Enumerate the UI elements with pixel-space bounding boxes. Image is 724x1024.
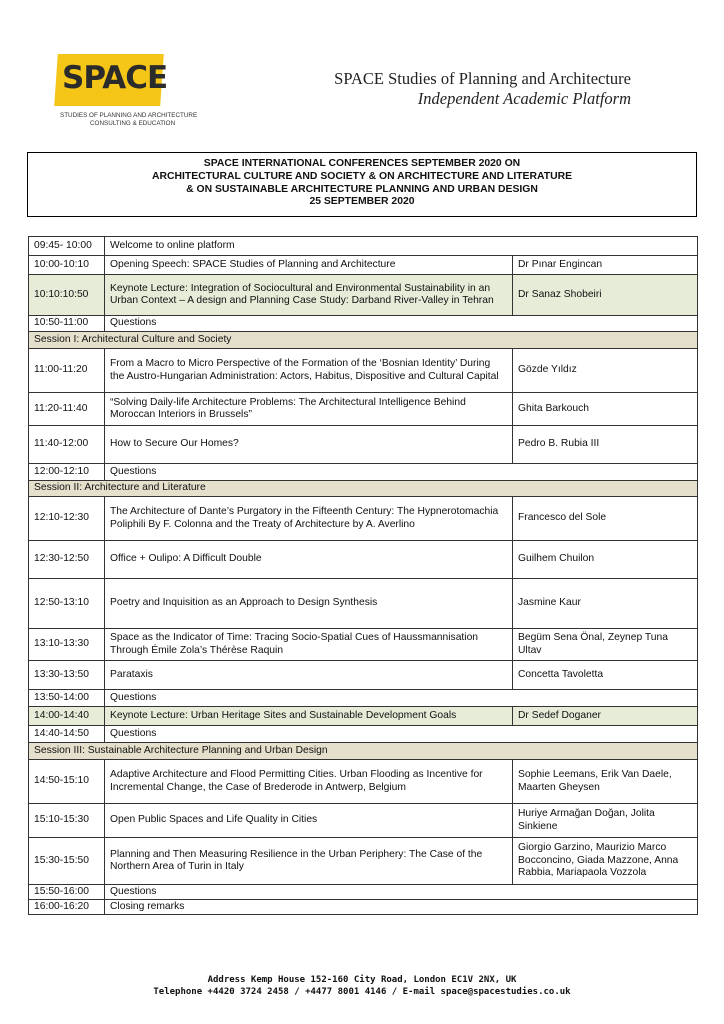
row-speaker: Giorgio Garzino, Maurizio Marco Bocconcino, Giada Mazzone, Anna Rabbia, Mariapaola Vozzola: [512, 838, 697, 885]
row-time: 11:40-12:00: [29, 426, 105, 464]
row-time: 11:20-11:40: [29, 393, 105, 426]
row-time: 14:50-15:10: [29, 760, 105, 804]
row-time: 15:30-15:50: [29, 838, 105, 885]
row-speaker: Huriye Armağan Doğan, Jolita Sinkiene: [512, 804, 697, 838]
row-time: 16:00-16:20: [29, 900, 105, 915]
session-header-row: [29, 481, 698, 497]
footer-address: Address Kemp House 152-160 City Road, London EC1V 2NX, UK: [207, 975, 517, 985]
program-row: [29, 726, 698, 743]
conference-title-line1: SPACE INTERNATIONAL CONFERENCES SEPTEMBER 2020 ON: [203, 158, 521, 169]
row-speaker: Jasmine Kaur: [512, 579, 697, 629]
program-row: [29, 393, 698, 426]
logo-tagline-line1: STUDIES OF PLANNING AND ARCHITECTURE: [60, 112, 198, 119]
row-title: Questions: [105, 726, 698, 743]
program-row: [29, 426, 698, 464]
program-row: [29, 349, 698, 393]
row-title: From a Macro to Micro Perspective of the Formation of the ‘Bosnian Identity’ During the Austro-Hungarian Administration: Actors, Habitus, Dispositive and Cultural Capital: [105, 349, 513, 393]
row-time: 12:50-13:10: [29, 579, 105, 629]
space-logo: [56, 54, 196, 134]
row-time: 09:45- 10:00: [29, 237, 105, 256]
row-time: 14:00-14:40: [29, 707, 105, 726]
row-title: Adaptive Architecture and Flood Permitting Cities. Urban Flooding as Incentive for Incremental Change, the Case of Brederode in Antwerp, Belgium: [105, 760, 513, 804]
session-title: Session II: Architecture and Literature: [29, 481, 698, 497]
logo-tagline: [60, 112, 210, 128]
program-row: [29, 804, 698, 838]
session-title: Session III: Sustainable Architecture Planning and Urban Design: [29, 743, 698, 760]
row-time: 12:30-12:50: [29, 541, 105, 579]
program-table: [28, 236, 698, 915]
row-speaker: Dr Pınar Engincan: [512, 256, 697, 275]
row-title: Opening Speech: SPACE Studies of Planning and Architecture: [105, 256, 513, 275]
program-row-keynote: [29, 707, 698, 726]
brand-tagline: Independent Academic Platform: [417, 89, 631, 108]
program-row: [29, 690, 698, 707]
row-title: Space as the Indicator of Time: Tracing Socio-Spatial Cues of Haussmannisation Through Émile Zola’s Thérèse Raquin: [105, 629, 513, 661]
row-title: Closing remarks: [105, 900, 698, 915]
conference-date: 25 SEPTEMBER 2020: [309, 196, 415, 208]
program-row: [29, 760, 698, 804]
program-row: [29, 885, 698, 900]
row-title: Open Public Spaces and Life Quality in Cities: [105, 804, 513, 838]
conference-title-line3: & ON SUSTAINABLE ARCHITECTURE PLANNING AND URBAN DESIGN: [186, 183, 538, 195]
row-title: Office + Oulipo: A Difficult Double: [105, 541, 513, 579]
brand-header: [334, 69, 631, 109]
row-time: 13:10-13:30: [29, 629, 105, 661]
row-speaker: Begüm Sena Önal, Zeynep Tuna Ultav: [512, 629, 697, 661]
program-row: [29, 497, 698, 541]
logo-word: SPACE: [62, 60, 168, 96]
session-header-row: [29, 332, 698, 349]
row-speaker: Francesco del Sole: [512, 497, 697, 541]
row-time: 10:10:10:50: [29, 275, 105, 316]
row-speaker: Guilhem Chuilon: [512, 541, 697, 579]
program-row: [29, 541, 698, 579]
page-footer: [0, 974, 724, 998]
brand-name: SPACE Studies of Planning and Architecture: [334, 69, 631, 88]
row-speaker: Ghita Barkouch: [512, 393, 697, 426]
program-row: [29, 579, 698, 629]
row-time: 13:30-13:50: [29, 661, 105, 690]
row-title: Questions: [105, 690, 698, 707]
row-title: The Architecture of Dante’s Purgatory in the Fifteenth Century: The Hypnerotomachia Poliphili By F. Colonna and the Treaty of Architecture by A. Averlino: [105, 497, 513, 541]
row-title: Parataxis: [105, 661, 513, 690]
session-title: Session I: Architectural Culture and Society: [29, 332, 698, 349]
program-row: [29, 629, 698, 661]
conference-title-box: [27, 152, 697, 217]
row-title: Keynote Lecture: Urban Heritage Sites and Sustainable Development Goals: [105, 707, 513, 726]
program-table-body: [29, 237, 698, 915]
row-title: “Solving Daily-life Architecture Problems: The Architectural Intelligence Behind Moroccan Interiors in Brussels”: [105, 393, 513, 426]
program-row: [29, 900, 698, 915]
footer-contact: Telephone +4420 3724 2458 / +4477 8001 4146 / E-mail space@spacestudies.co.uk: [153, 987, 571, 997]
row-title: Planning and Then Measuring Resilience in the Urban Periphery: The Case of the Northern Area of Turin in Italy: [105, 838, 513, 885]
row-title: Questions: [105, 316, 698, 332]
row-title: Poetry and Inquisition as an Approach to Design Synthesis: [105, 579, 513, 629]
program-row-keynote: [29, 275, 698, 316]
program-row: [29, 256, 698, 275]
logo-tagline-line2: CONSULTING & EDUCATION: [90, 120, 176, 127]
row-title: Keynote Lecture: Integration of Sociocultural and Environmental Sustainability in an Urban Context – A design and Planning Case Study: Darband River-Valley in Tehran: [105, 275, 513, 316]
row-title: How to Secure Our Homes?: [105, 426, 513, 464]
row-speaker: Sophie Leemans, Erik Van Daele, Maarten Gheysen: [512, 760, 697, 804]
program-row: [29, 464, 698, 481]
row-title: Welcome to online platform: [105, 237, 698, 256]
conference-title-line2: ARCHITECTURAL CULTURE AND SOCIETY & ON ARCHITECTURE AND LITERATURE: [151, 170, 573, 182]
row-speaker: Dr Sanaz Shobeiri: [512, 275, 697, 316]
row-speaker: Dr Sedef Doganer: [512, 707, 697, 726]
row-time: 12:00-12:10: [29, 464, 105, 481]
row-time: 10:00-10:10: [29, 256, 105, 275]
row-title: Questions: [105, 464, 698, 481]
row-title: Questions: [105, 885, 698, 900]
row-time: 11:00-11:20: [29, 349, 105, 393]
row-speaker: Gözde Yıldız: [512, 349, 697, 393]
program-row: [29, 237, 698, 256]
program-row: [29, 838, 698, 885]
row-time: 13:50-14:00: [29, 690, 105, 707]
program-row: [29, 661, 698, 690]
row-time: 14:40-14:50: [29, 726, 105, 743]
row-time: 15:10-15:30: [29, 804, 105, 838]
row-time: 10:50-11:00: [29, 316, 105, 332]
program-row: [29, 316, 698, 332]
session-header-row: [29, 743, 698, 760]
row-speaker: Pedro B. Rubia III: [512, 426, 697, 464]
row-speaker: Concetta Tavoletta: [512, 661, 697, 690]
row-time: 12:10-12:30: [29, 497, 105, 541]
row-time: 15:50-16:00: [29, 885, 105, 900]
